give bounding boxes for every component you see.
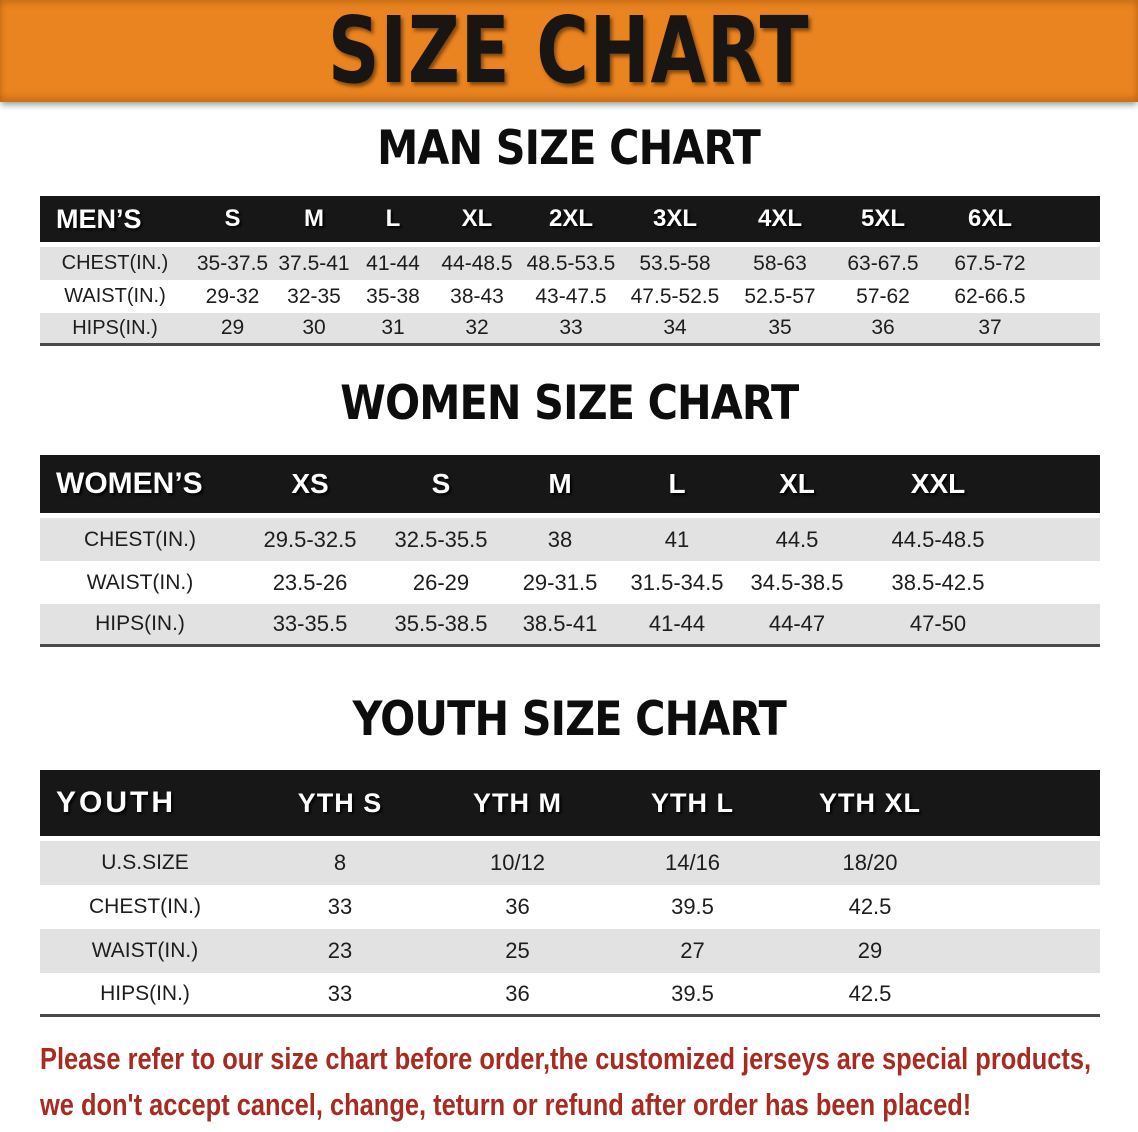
- cell: 44.5: [736, 518, 858, 561]
- women-col-header: M: [502, 455, 618, 513]
- cell: 41: [618, 518, 736, 561]
- women-col-header: L: [618, 455, 736, 513]
- filler-cell: [1045, 196, 1100, 242]
- cell: 47.5-52.5: [621, 280, 729, 313]
- women-col-header: S: [380, 455, 502, 513]
- women-col-header: XS: [240, 455, 380, 513]
- men-header-row: [40, 196, 1100, 242]
- cell: 27: [605, 929, 780, 973]
- cell: 36: [430, 885, 605, 929]
- cell: 41-44: [618, 604, 736, 647]
- cell: 44.5-48.5: [858, 518, 1018, 561]
- filler-cell: [1018, 561, 1100, 604]
- cell: 44-47: [736, 604, 858, 647]
- filler-cell: [1018, 455, 1100, 513]
- row-label: HIPS(IN.): [40, 604, 240, 647]
- youth-col-header: YTH M: [430, 770, 605, 836]
- cell: 33: [521, 313, 621, 346]
- men-col-header: 4XL: [729, 196, 831, 242]
- disclaimer: [40, 1036, 1120, 1128]
- cell: 63-67.5: [831, 247, 935, 280]
- filler-cell: [960, 770, 1100, 836]
- youth-header-row: [40, 770, 1100, 836]
- men-col-header: 5XL: [831, 196, 935, 242]
- filler-cell: [1018, 518, 1100, 561]
- filler-cell: [960, 841, 1100, 885]
- cell: 29-32: [190, 280, 275, 313]
- cell: 41-44: [353, 247, 433, 280]
- cell: 32.5-35.5: [380, 518, 502, 561]
- cell: 33: [250, 973, 430, 1017]
- cell: 52.5-57: [729, 280, 831, 313]
- table-row: [40, 313, 1100, 346]
- cell: 10/12: [430, 841, 605, 885]
- youth-section-title-text: YOUTH SIZE CHART: [352, 692, 786, 747]
- row-label: WAIST(IN.): [40, 280, 190, 313]
- men-size-table: [40, 196, 1100, 346]
- cell: 38.5-41: [502, 604, 618, 647]
- women-section-title-text: WOMEN SIZE CHART: [339, 376, 799, 431]
- men-col-header: 2XL: [521, 196, 621, 242]
- cell: 33: [250, 885, 430, 929]
- row-label: WAIST(IN.): [40, 561, 240, 604]
- filler-cell: [1045, 280, 1100, 313]
- row-label: U.S.SIZE: [40, 841, 250, 885]
- women-size-table: [40, 455, 1100, 647]
- cell: 36: [831, 313, 935, 346]
- cell: 29: [780, 929, 960, 973]
- women-col-header: XXL: [858, 455, 1018, 513]
- women-section-title: [0, 376, 1138, 431]
- men-col-header: S: [190, 196, 275, 242]
- cell: 38-43: [433, 280, 521, 313]
- cell: 35-38: [353, 280, 433, 313]
- youth-section-title: [0, 692, 1138, 747]
- cell: 23.5-26: [240, 561, 380, 604]
- youth-col-header: YTH XL: [780, 770, 960, 836]
- cell: 42.5: [780, 885, 960, 929]
- cell: 25: [430, 929, 605, 973]
- cell: 33-35.5: [240, 604, 380, 647]
- youth-col-header: YTH S: [250, 770, 430, 836]
- cell: 32: [433, 313, 521, 346]
- cell: 47-50: [858, 604, 1018, 647]
- cell: 48.5-53.5: [521, 247, 621, 280]
- row-label: HIPS(IN.): [40, 973, 250, 1017]
- cell: 26-29: [380, 561, 502, 604]
- youth-col-header: YTH L: [605, 770, 780, 836]
- row-label: HIPS(IN.): [40, 313, 190, 346]
- filler-cell: [960, 885, 1100, 929]
- cell: 8: [250, 841, 430, 885]
- filler-cell: [1045, 313, 1100, 346]
- women-corner-label: WOMEN’S: [40, 455, 240, 513]
- cell: 34.5-38.5: [736, 561, 858, 604]
- cell: 58-63: [729, 247, 831, 280]
- cell: 35-37.5: [190, 247, 275, 280]
- men-section-title-text: MAN SIZE CHART: [377, 121, 761, 176]
- table-row: [40, 247, 1100, 280]
- cell: 31.5-34.5: [618, 561, 736, 604]
- men-col-header: L: [353, 196, 433, 242]
- cell: 35.5-38.5: [380, 604, 502, 647]
- men-col-header: 3XL: [621, 196, 729, 242]
- cell: 53.5-58: [621, 247, 729, 280]
- cell: 29.5-32.5: [240, 518, 380, 561]
- table-row: [40, 280, 1100, 313]
- cell: 39.5: [605, 973, 780, 1017]
- youth-corner-label: YOUTH: [40, 770, 250, 836]
- cell: 67.5-72: [935, 247, 1045, 280]
- cell: 31: [353, 313, 433, 346]
- cell: 32-35: [275, 280, 353, 313]
- row-label: CHEST(IN.): [40, 885, 250, 929]
- cell: 37.5-41: [275, 247, 353, 280]
- cell: 35: [729, 313, 831, 346]
- cell: 38: [502, 518, 618, 561]
- row-label: CHEST(IN.): [40, 518, 240, 561]
- women-col-header: XL: [736, 455, 858, 513]
- table-row: [40, 885, 1100, 929]
- filler-cell: [960, 929, 1100, 973]
- filler-cell: [1018, 604, 1100, 647]
- cell: 43-47.5: [521, 280, 621, 313]
- men-col-header: 6XL: [935, 196, 1045, 242]
- cell: 36: [430, 973, 605, 1017]
- cell: 57-62: [831, 280, 935, 313]
- men-corner-label: MEN’S: [40, 196, 190, 242]
- table-row: [40, 604, 1100, 647]
- row-label: CHEST(IN.): [40, 247, 190, 280]
- banner: [0, 0, 1138, 102]
- table-row: [40, 841, 1100, 885]
- youth-size-table: [40, 770, 1100, 1017]
- cell: 44-48.5: [433, 247, 521, 280]
- row-label: WAIST(IN.): [40, 929, 250, 973]
- table-row: [40, 518, 1100, 561]
- table-row: [40, 561, 1100, 604]
- cell: 42.5: [780, 973, 960, 1017]
- cell: 14/16: [605, 841, 780, 885]
- cell: 23: [250, 929, 430, 973]
- men-section-title: [0, 121, 1138, 176]
- cell: 62-66.5: [935, 280, 1045, 313]
- cell: 29: [190, 313, 275, 346]
- men-col-header: XL: [433, 196, 521, 242]
- filler-cell: [960, 973, 1100, 1017]
- women-header-row: [40, 455, 1100, 513]
- table-row: [40, 929, 1100, 973]
- filler-cell: [1045, 247, 1100, 280]
- cell: 18/20: [780, 841, 960, 885]
- men-col-header: M: [275, 196, 353, 242]
- disclaimer-line-2: we don't accept cancel, change, teturn or refund after order has been placed!: [40, 1087, 972, 1122]
- cell: 29-31.5: [502, 561, 618, 604]
- table-row: [40, 973, 1100, 1017]
- cell: 39.5: [605, 885, 780, 929]
- cell: 37: [935, 313, 1045, 346]
- cell: 38.5-42.5: [858, 561, 1018, 604]
- cell: 34: [621, 313, 729, 346]
- disclaimer-line-1: Please refer to our size chart before order,the customized jerseys are special products,: [40, 1041, 1092, 1076]
- cell: 30: [275, 313, 353, 346]
- banner-title: SIZE CHART: [328, 0, 810, 104]
